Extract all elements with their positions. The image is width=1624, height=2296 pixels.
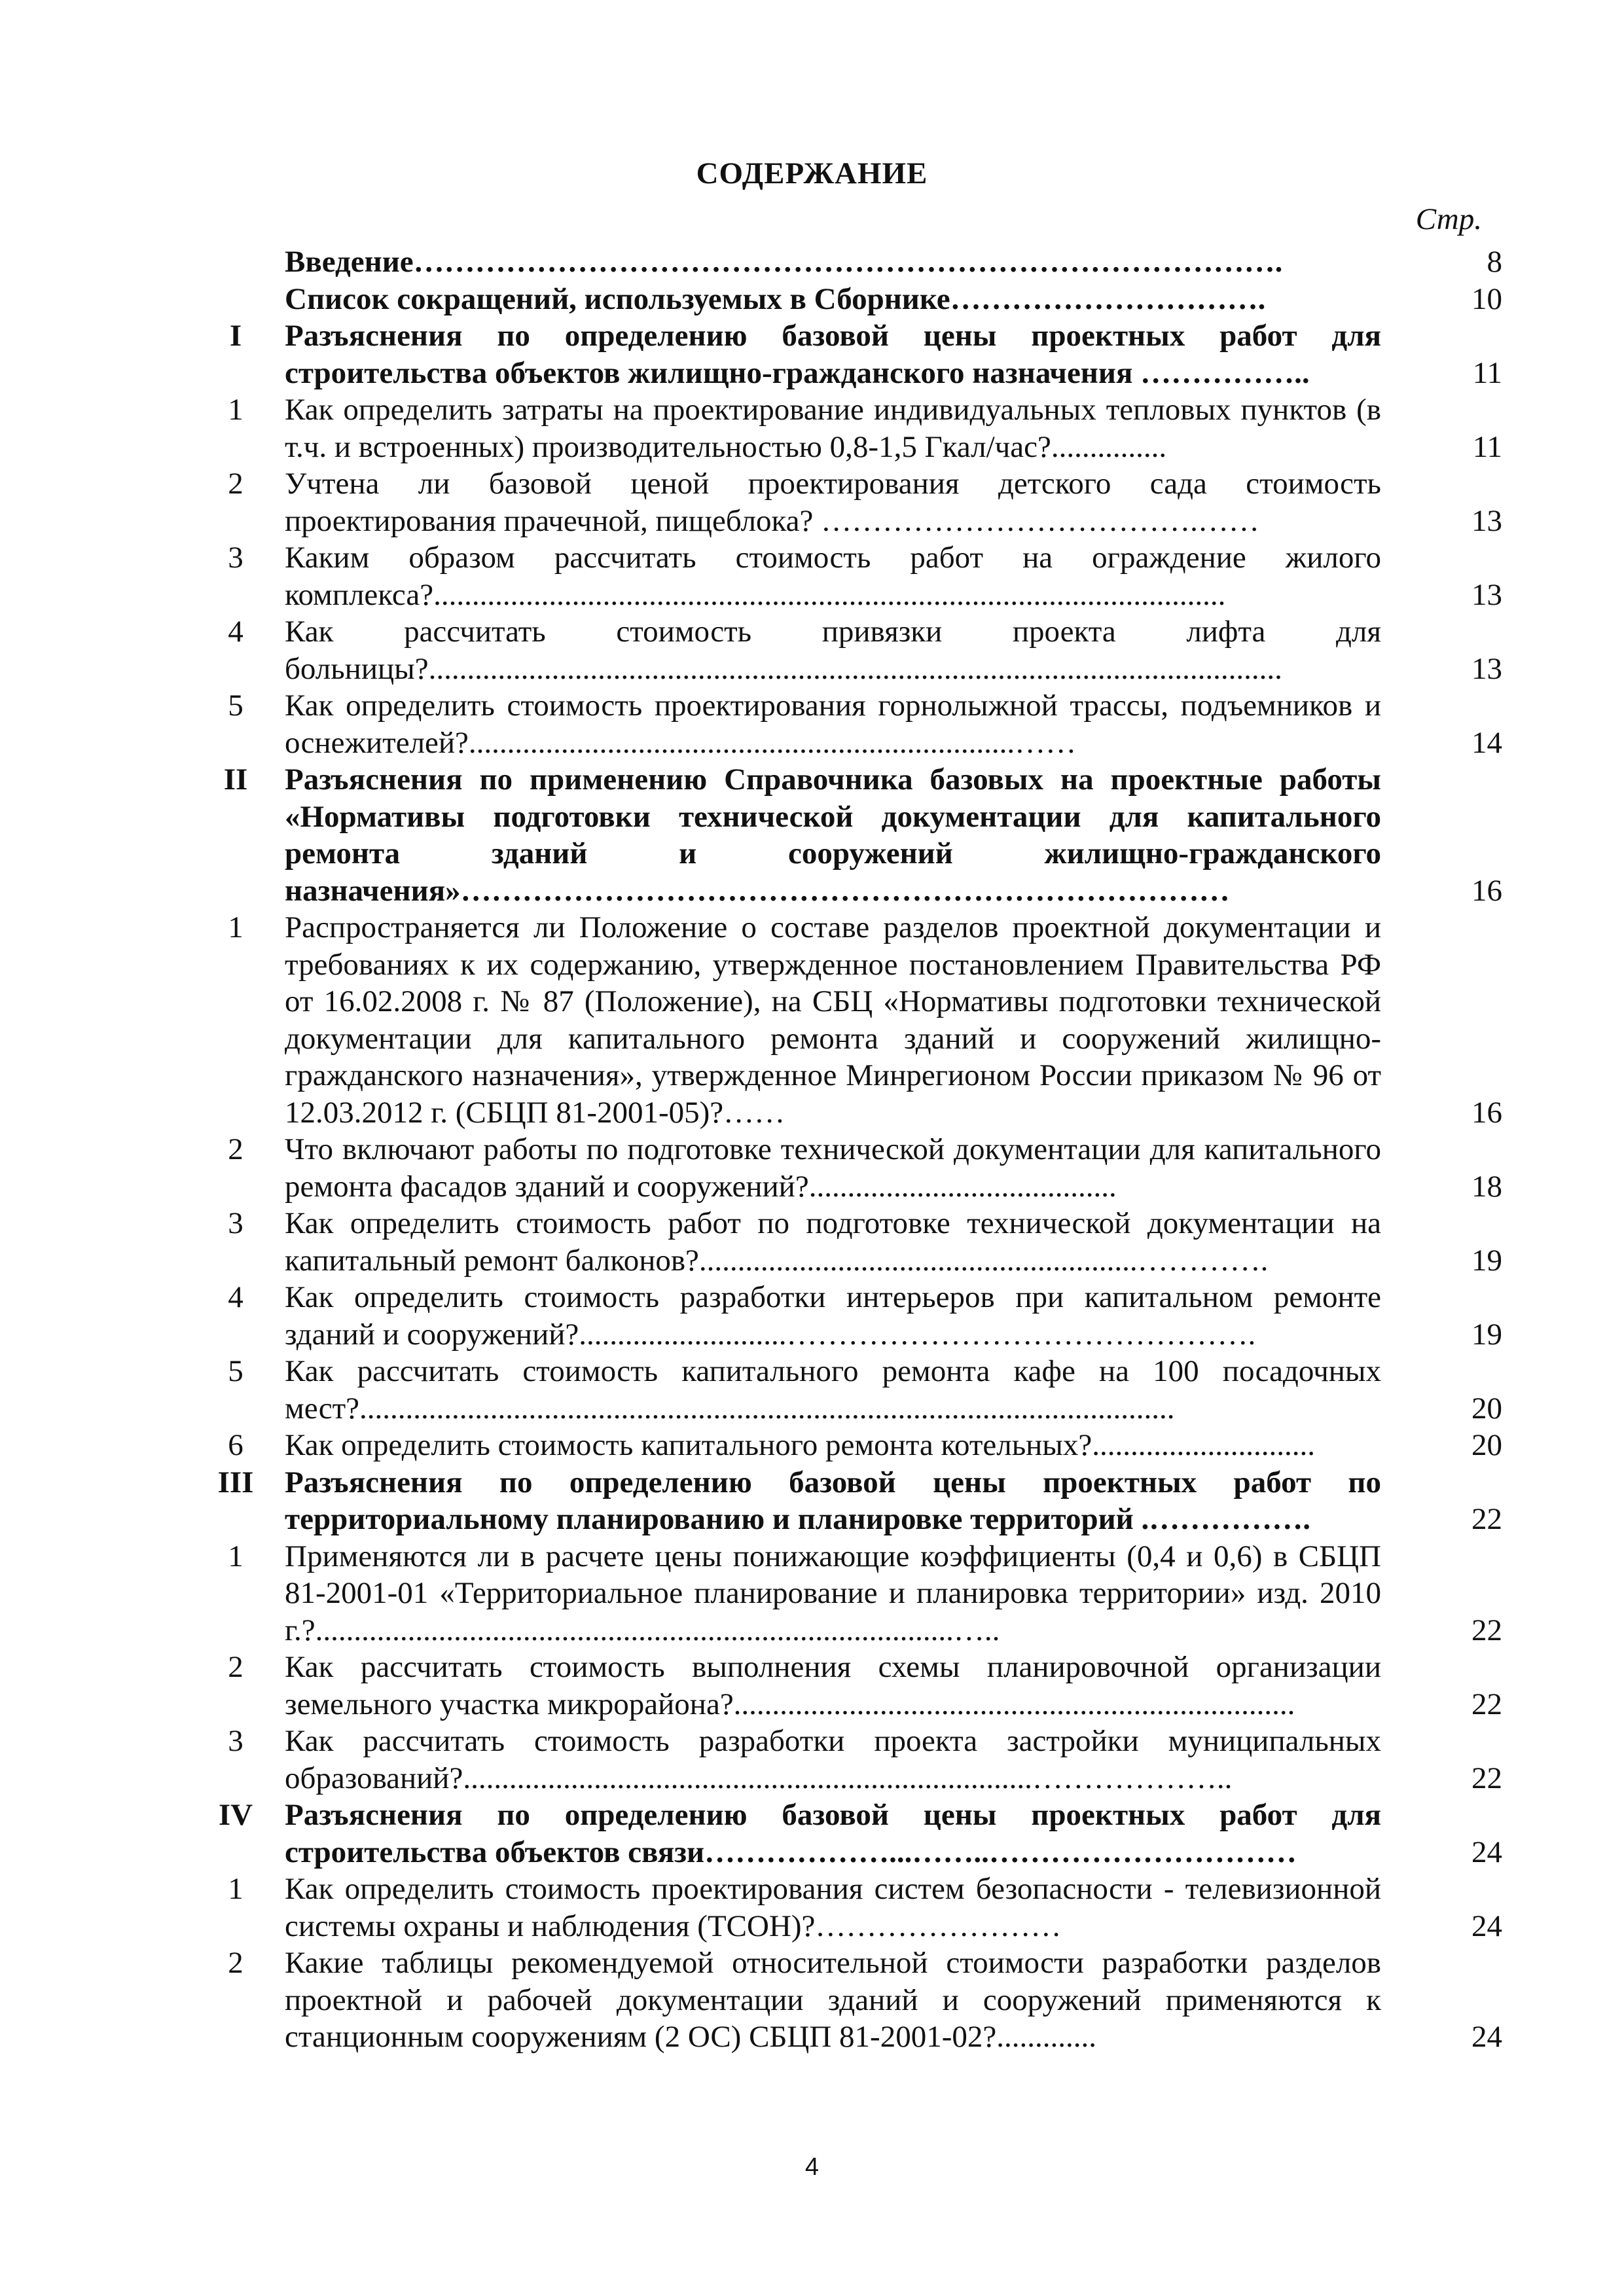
- toc-entry: [187, 687, 1502, 761]
- toc-entry: [187, 1427, 1502, 1464]
- toc-entry: [187, 1205, 1502, 1279]
- toc-entry: [187, 1279, 1502, 1353]
- toc-entry: [187, 1538, 1502, 1649]
- toc-entry-title: Какие таблицы рекомендуемой относительной стоимости разработки разделов проектной и рабочей документации зданий и сооружений применяются к станционным сооружениям (2 ОС) СБЦП 81-2001-02?.............: [285, 1946, 1381, 2054]
- toc-entry-page: 22: [1471, 1687, 1502, 1721]
- toc-entry-page: 22: [1471, 1613, 1502, 1647]
- table-of-contents: [187, 243, 1502, 2056]
- toc-section: [187, 1464, 1502, 1538]
- toc-entry-number: 3: [228, 1206, 244, 1240]
- toc-entry: [187, 465, 1502, 539]
- toc-entry-title: Как определить стоимость разработки интерьеров при капитальном ремонте зданий и сооружений?...........................……………………………………….: [285, 1280, 1381, 1352]
- toc-entry: [187, 1871, 1502, 1945]
- toc-entry-page: 10: [1471, 281, 1502, 316]
- toc-entry-title: Учтена ли базовой ценой проектирования детского сада стоимость проектирования прачечной, пищеблока? ……………………………….……: [285, 467, 1381, 538]
- toc-entry-title: Как рассчитать стоимость привязки проекта лифта для больницы?...............................................................................................................: [285, 615, 1381, 686]
- toc-entry: [187, 1723, 1502, 1797]
- toc-entry-number: 5: [228, 1354, 244, 1388]
- toc-entry: [187, 909, 1502, 1131]
- toc-entry-page: 18: [1471, 1169, 1502, 1204]
- toc-entry: [187, 1353, 1502, 1427]
- toc-entry-title: Как определить стоимость проектирования систем безопасности - телевизионной системы охраны и наблюдения (ТСОН)?……………………: [285, 1872, 1381, 1943]
- toc-entry: [187, 613, 1502, 687]
- toc-entry-page: 24: [1471, 2020, 1502, 2054]
- toc-entry-page: 20: [1471, 1428, 1502, 1462]
- toc-entry: [187, 1649, 1502, 1723]
- toc-entry-page: 19: [1471, 1317, 1502, 1352]
- toc-entry-title: Как рассчитать стоимость разработки проекта застройки муниципальных образований?..........................................................................………………..: [285, 1724, 1381, 1795]
- toc-entry-page: 19: [1471, 1243, 1502, 1278]
- page-column-header: Стр.: [1415, 202, 1482, 236]
- toc-entry-title: Разъяснения по применению Справочника базовых на проектные работы «Нормативы подготовки технической документации для капитального ремонта зданий и сооружений жилищно-гражданского назначения»…………………………………………………………………: [285, 762, 1381, 908]
- toc-section: [187, 1797, 1502, 1871]
- footer-page-number: 4: [804, 2153, 820, 2181]
- toc-entry-number: 3: [228, 541, 244, 575]
- toc-entry-page: 11: [1472, 355, 1502, 390]
- page-title: СОДЕРЖАНИЕ: [696, 156, 928, 190]
- toc-entry-title: Каким образом рассчитать стоимость работ на ограждение жилого комплекса?.......................................................................................................: [285, 541, 1381, 612]
- toc-entry-number: 1: [228, 1872, 244, 1906]
- toc-entry: [187, 391, 1502, 465]
- toc-entry-page: 22: [1471, 1761, 1502, 1795]
- toc-entry-number: 2: [228, 467, 244, 501]
- toc-entry-number: 2: [228, 1132, 244, 1166]
- toc-entry-page: 16: [1471, 1095, 1502, 1130]
- toc-entry-page: 16: [1471, 873, 1502, 908]
- toc-entry-page: 11: [1472, 429, 1502, 464]
- toc-entry-number: 1: [228, 393, 244, 427]
- toc-entry-number: 5: [228, 689, 244, 723]
- toc-section: [187, 317, 1502, 391]
- toc-entry-page: 13: [1471, 577, 1502, 612]
- toc-entry-title: Список сокращений, используемых в Сборнике………………………….: [285, 281, 1266, 316]
- toc-entry-title: Разъяснения по определению базовой цены проектных работ для строительства объектов жилищно-гражданского назначения ……………..: [285, 319, 1381, 390]
- toc-entry-title: Распространяется ли Положение о составе разделов проектной документации и требованиях к их содержанию, утвержденное постановлением Правительства РФ от 16.02.2008 г. № 87 (Положение), на СБЦ «Нормативы подготовки технической документации для капитального ремонта зданий и сооружений жилищно-гражданского назначения», утвержденное Минрегионом России приказом № 96 от 12.03.2012 г. (СБЦП 81-2001-05)?……: [285, 910, 1381, 1130]
- toc-entry-title: Разъяснения по определению базовой цены проектных работ для строительства объектов связи………………...……..…………………………: [285, 1798, 1381, 1869]
- toc-entry-number: III: [217, 1465, 254, 1499]
- toc-entry-number: 3: [228, 1724, 244, 1758]
- toc-entry-number: 2: [228, 1650, 244, 1684]
- toc-entry: [187, 281, 1502, 318]
- toc-entry: [187, 1131, 1502, 1205]
- toc-entry-title: Как определить стоимость капитального ремонта котельных?.............................: [285, 1428, 1315, 1462]
- toc-entry-page: 22: [1471, 1502, 1502, 1536]
- toc-entry-title: Как определить затраты на проектирование индивидуальных тепловых пунктов (в т.ч. и встроенных) производительностью 0,8-1,5 Гкал/час?...............: [285, 393, 1381, 464]
- toc-entry-page: 13: [1471, 651, 1502, 686]
- toc-entry-title: Что включают работы по подготовке технической документации для капитального ремонта фасадов зданий и сооружений?........................................: [285, 1132, 1381, 1204]
- toc-entry-title: Как рассчитать стоимость капитального ремонта кафе на 100 посадочных мест?..........................................................................................................: [285, 1354, 1381, 1426]
- toc-entry: [187, 539, 1502, 613]
- toc-entry-title: Как рассчитать стоимость выполнения схемы планировочной организации земельного участка микрорайона?.........................................................................: [285, 1650, 1381, 1721]
- toc-entry-number: II: [223, 762, 248, 797]
- toc-entry-page: 24: [1471, 1835, 1502, 1869]
- toc-entry-title: Применяются ли в расчете цены понижающие коэффициенты (0,4 и 0,6) в СБЦП 81-2001-01 «Территориальное планирование и планировка территории» изд. 2010 г.?...................................................................................…..: [285, 1539, 1381, 1647]
- toc-entry-number: 6: [228, 1428, 244, 1462]
- toc-entry-page: 13: [1471, 503, 1502, 538]
- toc-entry-number: 2: [228, 1946, 244, 1980]
- toc-entry-number: 1: [228, 1539, 244, 1573]
- toc-entry-number: 4: [228, 1280, 244, 1314]
- toc-entry-title: Введение………………………………………………………………………….: [285, 245, 1283, 279]
- toc-entry-title: Как определить стоимость работ по подготовке технической документации на капитальный ремонт балконов?.........................................................………….: [285, 1206, 1381, 1278]
- toc-entry-number: 4: [228, 615, 244, 649]
- toc-entry: [187, 243, 1502, 281]
- toc-entry-title: Разъяснения по определению базовой цены проектных работ по территориальному планированию и планировке территорий .…………….: [285, 1465, 1381, 1536]
- toc-entry-number: 1: [228, 910, 244, 944]
- toc-entry-page: 8: [1487, 245, 1502, 279]
- toc-entry-page: 20: [1471, 1391, 1502, 1426]
- toc-entry-number: IV: [218, 1798, 253, 1832]
- toc-entry-page: 14: [1471, 725, 1502, 760]
- toc-entry-page: 24: [1471, 1909, 1502, 1943]
- toc-entry-number: I: [229, 319, 242, 353]
- toc-entry-title: Как определить стоимость проектирования горнолыжной трассы, подъемников и оснежителей?.......................................................................……: [285, 689, 1381, 760]
- toc-section: [187, 761, 1502, 909]
- toc-entry: [187, 1945, 1502, 2056]
